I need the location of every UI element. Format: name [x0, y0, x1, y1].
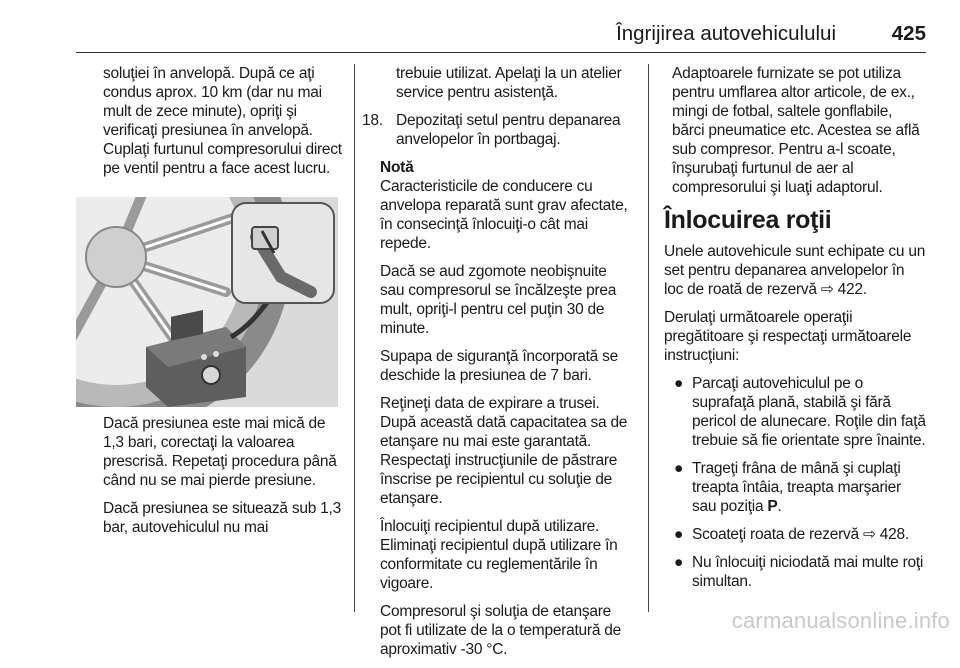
paragraph: Derulaţi următoarele operaţii pregătitoare şi respectaţi următoarele instrucţiuni: — [664, 309, 912, 364]
paragraph: Adaptoarele furnizate se pot utiliza pentru umflarea altor articole, de ex., mingi de fotbal, saltele gonflabile, bărci pneumatice etc. Acestea se află sub compresor. Pentru a-l scoate, înşurubaţi furtunul de aer al compresorului şi luaţi adaptorul. — [672, 65, 920, 196]
list-item — [664, 459, 926, 516]
list-item — [664, 374, 926, 450]
bullet-icon: ● — [674, 526, 684, 543]
note-title: Notă — [380, 159, 414, 176]
tire-compressor-illustration — [76, 197, 338, 407]
paragraph: trebuie utilizat. Apelaţi la un atelier service pentru asistenţă. — [396, 65, 622, 101]
bullet-icon: ● — [674, 375, 684, 392]
paragraph: soluţiei în anvelopă. După ce aţi condus aprox. 10 km (dar nu mai mult de zece minute), opriţi şi verificaţi presiunea în anvelopă. Cuplaţi furtunul compresorului direct pe ventil pentru a face acest lucru. — [103, 65, 342, 177]
column-divider — [648, 64, 649, 612]
paragraph: Înlocuiţi recipientul după utilizare. Eliminaţi recipientul după utilizare în conformitate cu reglementările în vigoare. — [380, 518, 618, 592]
note-text: Caracteristicile de conducere cu anvelopa reparată sunt grav afectate, în consecinţă înlocuiţi-o cât mai repede. — [380, 178, 628, 252]
page-number: 425 — [891, 22, 926, 45]
header-rule — [76, 52, 926, 53]
paragraph: Dacă presiunea este mai mică de 1,3 bari, corectaţi la valoarea prescrisă. Repetaţi procedura până când nu se mai pierde presiune. — [103, 415, 337, 489]
page-header — [76, 20, 926, 54]
gear-position: P — [767, 498, 778, 515]
list-item — [664, 525, 926, 544]
watermark-link[interactable]: carmanualsonline.info — [731, 608, 950, 633]
step-text: Depozitaţi setul pentru depanarea anvelopelor în portbagaj. — [396, 112, 621, 148]
list-item-text: Parcaţi autovehiculul pe o suprafaţă plană, stabilă şi fără pericol de alunecare. Roţile din faţă trebuie să fie orientate spre înainte. — [692, 375, 926, 449]
numbered-step-18 — [362, 111, 634, 149]
paragraph: Dacă presiunea se situează sub 1,3 bar, autovehiculul nu mai — [103, 500, 341, 536]
list-item-text: . — [777, 498, 782, 515]
column-3 — [664, 64, 926, 600]
bullet-icon: ● — [674, 460, 684, 477]
list-item-text: Trageţi frâna de mână şi cuplaţi treapta întâia, treapta marşarier sau poziţia — [692, 460, 901, 515]
list-item-text: Nu înlocuiţi niciodată mai multe roţi simultan. — [692, 554, 924, 590]
step-number: 18. — [362, 112, 383, 129]
section-title: Îngrijirea autovehiculului — [616, 22, 836, 45]
paragraph: Unele autovehicule sunt echipate cu un set pentru depanarea anvelopelor în loc de roată de rezervă ⇨ 422. — [664, 243, 926, 298]
tire-compressor-svg — [76, 197, 338, 407]
bullet-icon: ● — [674, 554, 684, 571]
column-2 — [362, 64, 634, 668]
list-item-text: Scoateţi roata de rezervă ⇨ 428. — [692, 526, 909, 543]
column-1 — [103, 64, 343, 187]
column-divider — [354, 64, 355, 612]
column-1-lower — [103, 414, 343, 546]
paragraph: Compresorul şi soluţia de etanşare pot fi utilizate de la o temperatură de aproximativ -30 °C. — [380, 603, 621, 658]
paragraph: Reţineţi data de expirare a trusei. După această dată capacitatea sa de etanşare nu mai este garantată. Respectaţi instrucţiunile de păstrare înscrise pe recipientul cu soluţie de etanşare. — [380, 395, 628, 507]
section-heading: Înlocuirea roţii — [664, 206, 832, 234]
paragraph: Supapa de siguranţă încorporată se deschide la presiunea de 7 bari. — [380, 348, 618, 384]
list-item — [664, 553, 926, 591]
paragraph: Dacă se aud zgomote neobişnuite sau compresorul se încălzeşte prea mult, opriţi-l pentru cel puţin 30 de minute. — [380, 263, 617, 337]
